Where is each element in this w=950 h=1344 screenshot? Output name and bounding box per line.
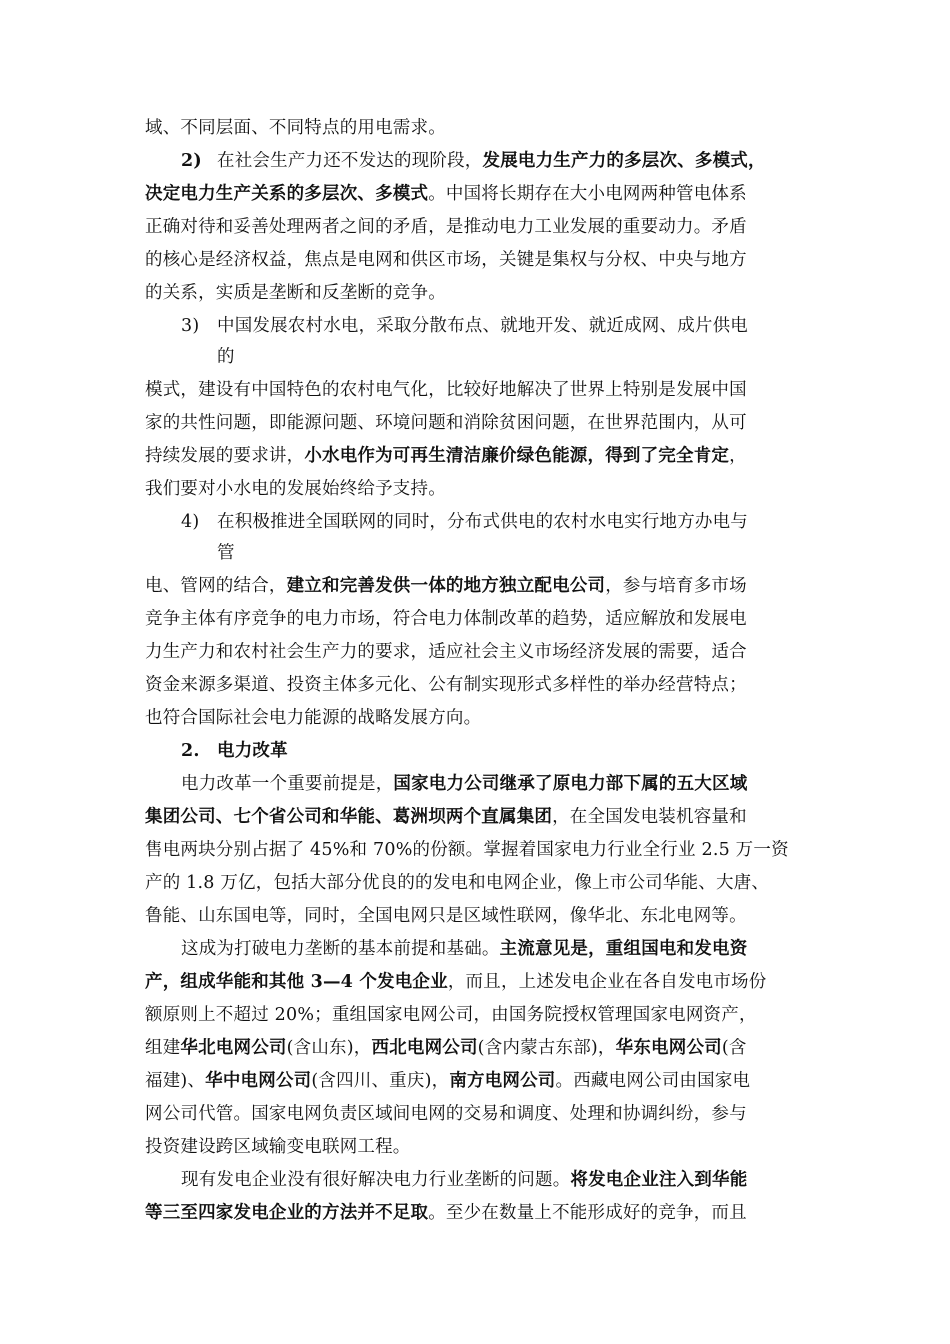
paragraph-line [145, 804, 747, 830]
text: (含山东)， [286, 1038, 372, 1058]
text: 管 [217, 543, 235, 563]
paragraph-line [145, 115, 446, 141]
paragraph-line [181, 936, 747, 962]
paragraph-line [217, 540, 235, 566]
paragraph-line [145, 280, 446, 306]
text: 的 [217, 347, 235, 367]
text: (含内蒙古东部)， [477, 1038, 616, 1058]
paragraph-line [181, 313, 748, 339]
paragraph-line [145, 606, 747, 632]
text: ，而且，上述发电企业在各自发电市场份 [447, 972, 767, 992]
bold-text: 等三至四家发电企业的方法并不足取 [145, 1203, 429, 1223]
text: 力生产力和农村社会生产力的要求，适应社会主义市场经济发展的需要，适合 [145, 642, 747, 662]
paragraph-line [145, 1068, 750, 1094]
paragraph-line [145, 903, 747, 929]
text: 现有发电企业没有很好解决电力行业垄断的问题。 [181, 1170, 571, 1190]
bold-text: 集团公司、七个省公司和华能、葛洲坝两个直属集团 [145, 807, 553, 827]
text: 电力改革一个重要前提是， [181, 774, 394, 794]
paragraph-line [217, 344, 235, 370]
text: 组建 [145, 1038, 181, 1058]
text: (含四川、重庆)， [311, 1071, 450, 1091]
text: ， [729, 446, 747, 466]
paragraph-line [145, 247, 747, 273]
bold-text: 华东电网公司 [615, 1038, 722, 1058]
text: 在积极推进全国联网的同时，分布式供电的农村水电实行地方办电与 [217, 512, 748, 532]
paragraph-line [181, 148, 766, 174]
paragraph-line [145, 837, 789, 863]
text: 投资建设跨区域输变电联网工程。 [145, 1137, 411, 1157]
paragraph-line [181, 1167, 747, 1193]
paragraph-line [145, 1101, 747, 1127]
bold-text: 华北电网公司 [180, 1038, 287, 1058]
bold-text: 南方电网公司 [449, 1071, 556, 1091]
paragraph-line [145, 1035, 747, 1061]
text: 的核心是经济权益，焦点是电网和供区市场，关键是集权与分权、中央与地方 [145, 250, 747, 270]
text: 域、不同层面、不同特点的用电需求。 [145, 118, 446, 138]
text: 的关系，实质是垄断和反垄断的竞争。 [145, 283, 446, 303]
text: 鲁能、山东国电等，同时，全国电网只是区域性联网，像华北、东北电网等。 [145, 906, 747, 926]
text: 我们要对小水电的发展始终给予支持。 [145, 479, 446, 499]
text: 资金来源多渠道、投资主体多元化、公有制实现形式多样性的举办经营特点； [145, 675, 747, 695]
paragraph-line [145, 1200, 747, 1226]
text: 。西藏电网公司由国家电 [555, 1071, 751, 1091]
list-marker: 3) [181, 316, 200, 336]
text: 持续发展的要求讲， [145, 446, 305, 466]
paragraph-line [145, 639, 747, 665]
text: 中国发展农村水电，采取分散布点、就地开发、就近成网、成片供电 [217, 316, 748, 336]
bold-text: 小水电作为可再生清洁廉价绿色能源，得到了完全肯定 [304, 446, 730, 466]
paragraph-line [145, 705, 481, 731]
text: ，参与培育多市场 [605, 576, 747, 596]
text: 家的共性问题，即能源问题、环境问题和消除贫困问题，在世界范围内，从可 [145, 413, 747, 433]
text: 福建)、 [145, 1071, 206, 1091]
paragraph-line [145, 410, 747, 436]
bold-text: 产，组成华能和其他 3—4 个发电企业 [145, 972, 448, 992]
bold-text: 西北电网公司 [371, 1038, 478, 1058]
paragraph-line [145, 443, 747, 469]
paragraph-line [181, 771, 747, 797]
heading-title: 电力改革 [217, 741, 288, 761]
text: 竞争主体有序竞争的电力市场，符合电力体制改革的趋势，适应解放和发展电 [145, 609, 747, 629]
text: 额原则上不超过 20%；重组国家电网公司，由国务院授权管理国家电网资产， [145, 1005, 757, 1025]
bold-text: 发展电力生产力的多层次、多模式， [482, 151, 766, 171]
text: (含 [721, 1038, 747, 1058]
text: 这成为打破电力垄断的基本前提和基础。 [181, 939, 500, 959]
text: 模式，建设有中国特色的农村电气化，比较好地解决了世界上特别是发展中国 [145, 380, 747, 400]
text: 电、管网的结合， [145, 576, 287, 596]
section-heading [181, 738, 288, 764]
text: 也符合国际社会电力能源的战略发展方向。 [145, 708, 482, 728]
paragraph-line [145, 1002, 757, 1028]
paragraph-line [145, 476, 446, 502]
paragraph-line [145, 377, 747, 403]
bold-text: 国家电力公司继承了原电力部下属的五大区域 [393, 774, 748, 794]
bold-text: 将发电企业注入到华能 [570, 1170, 748, 1190]
text: 网公司代管。国家电网负责区域间电网的交易和调度、处理和协调纠纷，参与 [145, 1104, 747, 1124]
paragraph-line [145, 969, 766, 995]
text: 售电两块分别占据了 45%和 70%的份额。掌握着国家电力行业全行业 2.5 万一资 [145, 840, 789, 860]
list-marker: 2) [181, 151, 202, 171]
text: 在社会生产力还不发达的现阶段， [217, 151, 483, 171]
paragraph-line [145, 573, 747, 599]
paragraph-line [145, 181, 747, 207]
bold-text: 华中电网公司 [205, 1071, 312, 1091]
paragraph-line [145, 1134, 411, 1160]
text: 产的 1.8 万亿，包括大部分优良的的发电和电网企业，像上市公司华能、大唐、 [145, 873, 770, 893]
bold-text: 建立和完善发供一体的地方独立配电公司 [286, 576, 606, 596]
heading-number: 2. [181, 741, 200, 761]
paragraph-line [181, 509, 748, 535]
text: ，在全国发电装机容量和 [552, 807, 747, 827]
paragraph-line [145, 870, 769, 896]
paragraph-line [145, 672, 747, 698]
text: 正确对待和妥善处理两者之间的矛盾，是推动电力工业发展的重要动力。矛盾 [145, 217, 747, 237]
list-marker: 4) [181, 512, 200, 532]
text: 。至少在数量上不能形成好的竞争，而且 [428, 1203, 747, 1223]
paragraph-line [145, 214, 747, 240]
bold-text: 决定电力生产关系的多层次、多模式 [145, 184, 429, 204]
bold-text: 主流意见是，重组国电和发电资 [499, 939, 748, 959]
text: 。中国将长期存在大小电网两种管电体系 [428, 184, 747, 204]
